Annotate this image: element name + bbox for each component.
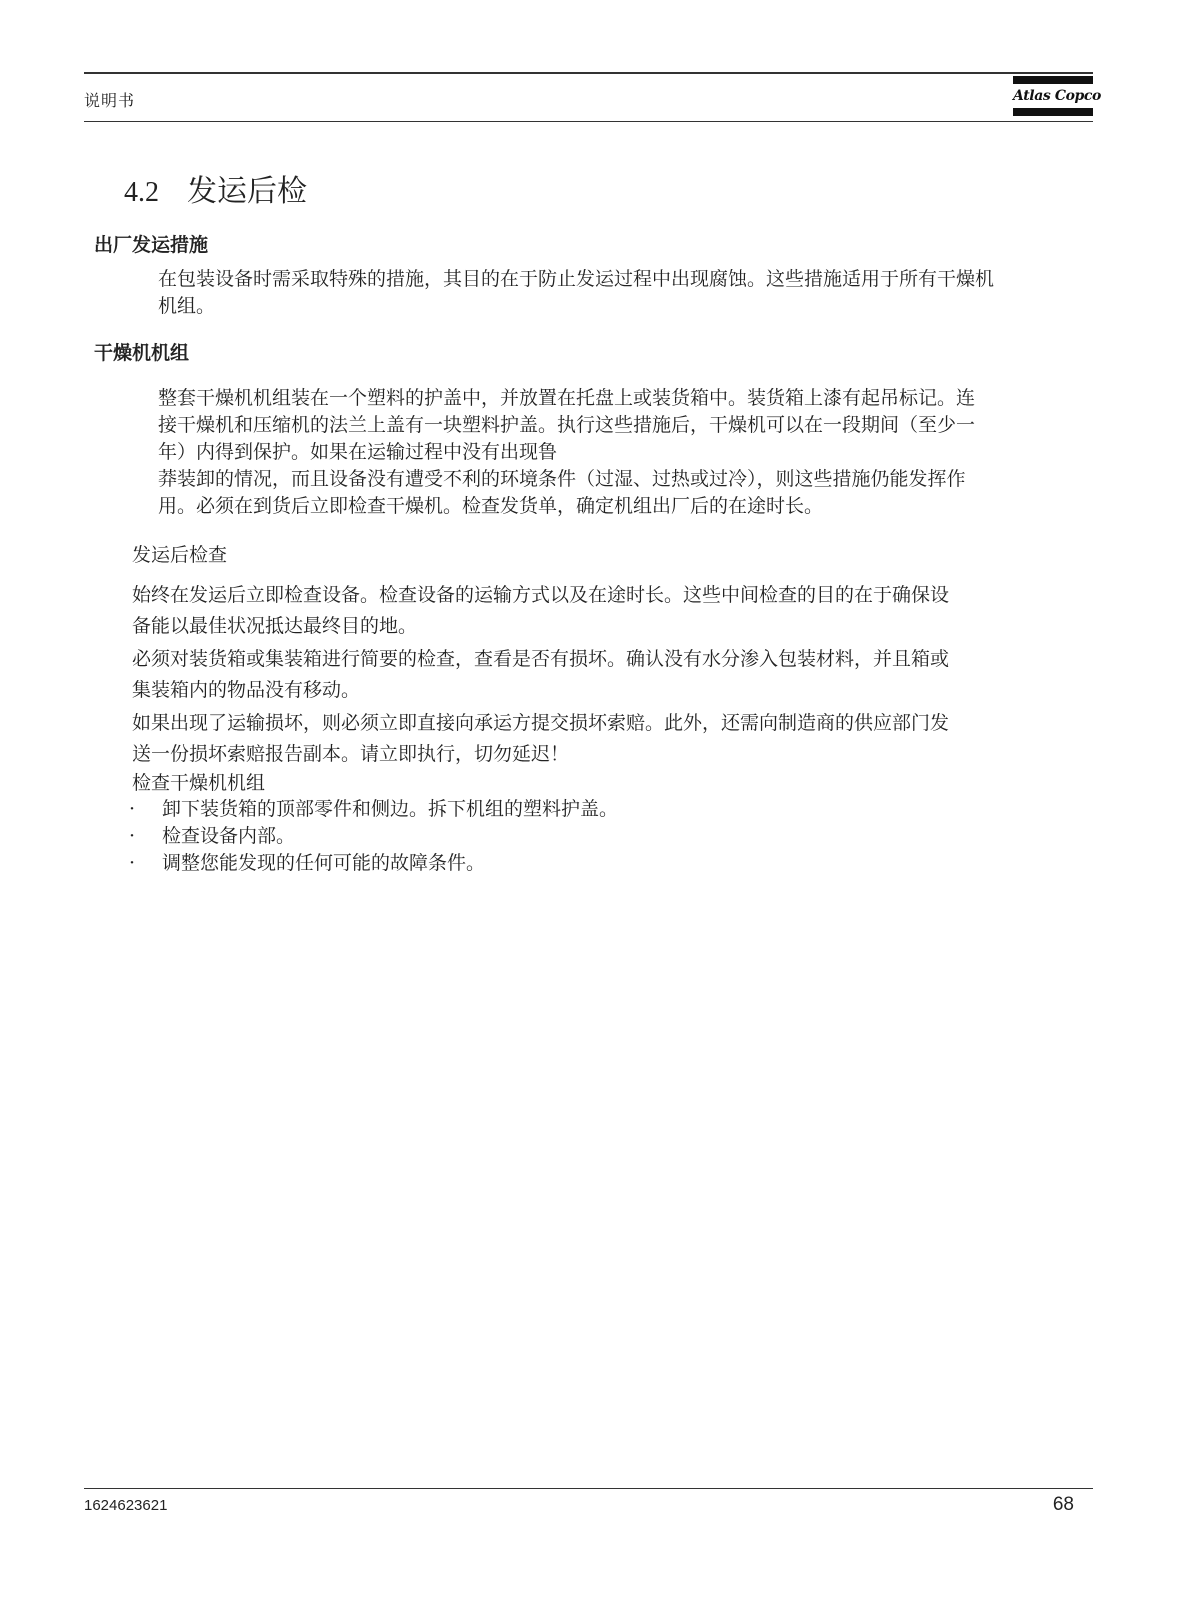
section-heading (124, 172, 307, 213)
paragraph-line: 集装箱内的物品没有移动。 (132, 679, 361, 701)
section-number: 4.2 (124, 177, 159, 208)
paragraph-line: 备能以最佳状况抵达最终目的地。 (132, 615, 418, 637)
inspection-paragraph-1 (132, 580, 949, 642)
factory-measures-paragraph (158, 266, 994, 320)
footer-rule (84, 1488, 1093, 1489)
post-shipment-inspection-heading: 发运后检查 (132, 544, 228, 566)
logo-bottom-bar (1013, 108, 1093, 116)
list-item (126, 850, 618, 877)
paragraph-line: 在包装设备时需采取特殊的措施，其目的在于防止发运过程中出现腐蚀。这些措施适用于所有干燥机 (158, 268, 995, 290)
bullet-icon: · (128, 825, 136, 847)
paragraph-line: 整套干燥机机组装在一个塑料的护盖中，并放置在托盘上或装货箱中。装货箱上漆有起吊标记。连 (158, 387, 976, 409)
list-item-text: 卸下装货箱的顶部零件和侧边。拆下机组的塑料护盖。 (162, 798, 619, 820)
paragraph-line: 必须对装货箱或集装箱进行简要的检查，查看是否有损坏。确认没有水分渗入包装材料，并且箱或 (132, 648, 950, 670)
document-label: 说明书 (84, 91, 136, 110)
section-title: 发运后检 (187, 174, 307, 209)
inspection-paragraph-2 (132, 644, 949, 706)
logo-wordmark: Atlas Copco (1013, 88, 1101, 104)
dryer-unit-paragraph (158, 385, 975, 520)
header-bottom-rule (84, 121, 1093, 122)
atlas-copco-logo (1013, 74, 1101, 118)
page-number: 68 (1052, 1494, 1074, 1515)
inspection-paragraph-3 (132, 708, 949, 770)
bullet-icon: · (128, 798, 136, 820)
factory-measures-heading: 出厂发运措施 (94, 234, 209, 256)
list-item (126, 796, 618, 823)
paragraph-line: 始终在发运后立即检查设备。检查设备的运输方式以及在途时长。这些中间检查的目的在于确保设 (132, 584, 950, 606)
check-dryer-list (126, 796, 618, 877)
list-item (126, 823, 618, 850)
check-dryer-heading: 检查干燥机机组 (132, 772, 266, 794)
paragraph-line: 接干燥机和压缩机的法兰上盖有一块塑料护盖。执行这些措施后，干燥机可以在一段期间（至少一 (158, 414, 976, 436)
paragraph-line: 送一份损坏索赔报告副本。请立即执行，切勿延迟！ (132, 743, 570, 765)
paragraph-line: 用。必须在到货后立即检查干燥机。检查发货单，确定机组出厂后的在途时长。 (158, 495, 824, 517)
bullet-icon: · (128, 852, 136, 874)
logo-top-bar (1013, 76, 1093, 84)
list-item-text: 调整您能发现的任何可能的故障条件。 (162, 852, 486, 874)
paragraph-line: 年）内得到保护。如果在运输过程中没有出现鲁 (158, 441, 558, 463)
paragraph-line: 机组。 (158, 295, 216, 317)
document-code: 1624623621 (84, 1497, 168, 1514)
dryer-unit-heading: 干燥机机组 (94, 342, 190, 364)
list-item-text: 检查设备内部。 (162, 825, 296, 847)
header-top-rule (84, 72, 1093, 74)
paragraph-line: 莽装卸的情况，而且设备没有遭受不利的环境条件（过湿、过热或过冷），则这些措施仍能发挥作 (158, 468, 966, 490)
paragraph-line: 如果出现了运输损坏，则必须立即直接向承运方提交损坏索赔。此外，还需向制造商的供应部门发 (132, 712, 950, 734)
